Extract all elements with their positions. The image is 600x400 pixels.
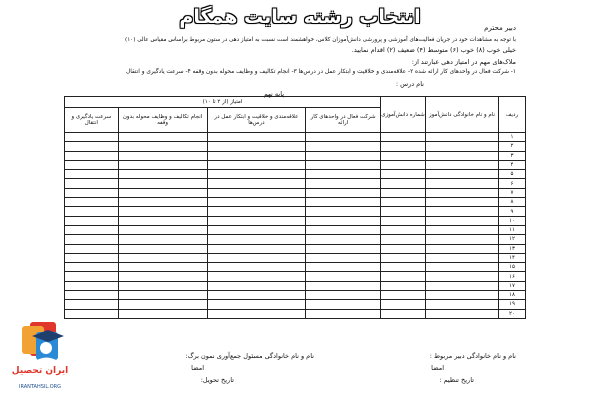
table-cell [65,281,119,290]
table-cell [118,216,207,225]
table-cell [207,207,306,216]
table-row [65,244,526,253]
header-score-group: امتیاز (از ۲ تا ۱۰) [65,97,381,108]
officer-sign-label: امضا [191,364,204,372]
table-cell [207,300,306,309]
table-cell [65,151,119,160]
table-cell [426,142,499,151]
table-cell [381,170,426,179]
table-cell [306,225,381,234]
table-cell [118,225,207,234]
row-number: ۱۷ [499,281,526,290]
table-cell [65,272,119,281]
teacher-date-label: تاریخ تنظیم : [439,376,474,384]
row-number: ۸ [499,198,526,207]
header-student-number: شماره دانش‌آموزی [381,97,426,133]
table-cell [426,170,499,179]
table-cell [426,216,499,225]
greeting: دبیر محترم [484,24,516,32]
table-cell [207,281,306,290]
teacher-sign-label: امضا [431,364,444,372]
table-cell [381,263,426,272]
logo-url: IRANTAHSIL.ORG [18,384,62,390]
intro-line-1: با توجه به مشاهدات خود در جریان فعالیت‌های آموزشی و پرورشی دانش‌آموزان کلاس، خواهشمند است نسبت به امتیاز دهی در ستون مربوط براساس مقیاس عالی (۱۰) [125,37,516,43]
table-row [65,309,526,318]
table-cell [306,235,381,244]
evaluation-form [52,10,534,390]
table-cell [207,253,306,262]
table-cell [65,188,119,197]
table-cell [118,188,207,197]
table-cell [306,263,381,272]
table-row [65,225,526,234]
table-cell [306,309,381,318]
table-row [65,253,526,262]
table-cell [306,281,381,290]
logo-text: ایران تحصیل [11,366,69,376]
table-row [65,142,526,151]
table-row [65,198,526,207]
table-cell [306,170,381,179]
table-cell [381,207,426,216]
table-cell [426,160,499,169]
row-number: ۳ [499,151,526,160]
row-number: ۱۵ [499,263,526,272]
table-row [65,263,526,272]
table-cell [65,142,119,151]
table-cell [306,244,381,253]
table-cell [426,253,499,262]
table-cell [118,170,207,179]
table-cell [207,170,306,179]
row-number: ۱۳ [499,244,526,253]
table-cell [426,263,499,272]
table-cell [381,216,426,225]
table-cell [381,309,426,318]
table-cell [381,253,426,262]
table-cell [118,179,207,188]
table-row [65,291,526,300]
row-number: ۱۱ [499,225,526,234]
header-criterion-4: سرعت یادگیری و انتقال [65,108,119,133]
table-cell [65,216,119,225]
table-cell [426,244,499,253]
row-number: ۹ [499,207,526,216]
table-cell [381,300,426,309]
criteria-list: ۱- شرکت فعال در واحدهای کار ارائه شده ۲- علاقه‌مندی و خلاقیت و ابتکار عمل در درس‌ها ۳- انجام تکالیف و وظایف محوله بدون وقفه ۴- سرعت یادگیری و انتقال [126,69,516,75]
table-cell [118,281,207,290]
table-cell [381,225,426,234]
table-cell [65,235,119,244]
table-cell [207,160,306,169]
table-cell [426,198,499,207]
table-cell [118,133,207,142]
table-cell [118,207,207,216]
table-row [65,133,526,142]
table-cell [207,263,306,272]
site-logo [8,318,72,396]
table-row [65,207,526,216]
table-cell [306,133,381,142]
table-cell [426,179,499,188]
officer-name-label: نام و نام خانوادگی مسئول جمع‌آوری نمون برگ: [185,352,314,360]
table-cell [65,253,119,262]
table-cell [207,244,306,253]
table-cell [118,291,207,300]
table-row [65,188,526,197]
table-cell [207,225,306,234]
table-cell [65,300,119,309]
table-cell [118,198,207,207]
table-row [65,235,526,244]
table-cell [207,216,306,225]
header-student-name: نام و نام خانوادگی دانش‌آموز [426,97,499,133]
table-cell [381,244,426,253]
header-criterion-3: انجام تکالیف و وظایف محوله بدون وقفه [118,108,207,133]
row-number: ۱ [499,133,526,142]
table-cell [381,281,426,290]
teacher-name-label: نام و نام خانوادگی دبیر مربوط : [429,352,516,360]
row-number: ۶ [499,179,526,188]
table-cell [381,198,426,207]
scores-table [64,96,526,319]
row-number: ۲۰ [499,309,526,318]
table-cell [65,160,119,169]
table-cell [426,309,499,318]
table-row [65,179,526,188]
table-cell [118,263,207,272]
table-row [65,151,526,160]
table-cell [65,225,119,234]
row-number: ۴ [499,160,526,169]
table-cell [306,179,381,188]
table-cell [306,160,381,169]
row-number: ۲ [499,142,526,151]
table-cell [118,272,207,281]
intro-line-2: خیلی خوب (۸) خوب (۶) متوسط (۴) ضعیف (۲) اقدام نمایید. [351,46,516,54]
table-cell [426,272,499,281]
table-row [65,216,526,225]
row-number: ۱۹ [499,300,526,309]
table-cell [426,133,499,142]
table-cell [207,151,306,160]
table-cell [306,272,381,281]
table-cell [118,160,207,169]
table-cell [207,309,306,318]
table-cell [426,225,499,234]
table-cell [65,291,119,300]
table-cell [118,142,207,151]
table-cell [306,142,381,151]
table-cell [118,309,207,318]
table-cell [118,300,207,309]
table-cell [381,133,426,142]
row-number: ۷ [499,188,526,197]
banner-title: انتخاب رشته سایت همگام [179,6,421,28]
table-cell [65,207,119,216]
table-cell [207,235,306,244]
base-label: پایه نهم [263,90,284,98]
table-cell [65,170,119,179]
table-cell [207,133,306,142]
table-cell [207,142,306,151]
table-row [65,170,526,179]
table-cell [381,160,426,169]
table-row [65,160,526,169]
header-criterion-2: علاقه‌مندی و خلاقیت و ابتکار عمل در درس‌ها [207,108,306,133]
table-cell [306,300,381,309]
table-cell [207,179,306,188]
table-cell [207,291,306,300]
row-number: ۱۸ [499,291,526,300]
row-number: ۵ [499,170,526,179]
course-label: نام درس : [395,80,424,88]
table-cell [118,235,207,244]
table-cell [65,133,119,142]
row-number: ۱۴ [499,253,526,262]
table-cell [426,291,499,300]
table-cell [118,244,207,253]
table-cell [65,198,119,207]
table-cell [381,151,426,160]
table-cell [426,188,499,197]
table-cell [306,253,381,262]
table-cell [381,142,426,151]
header-row-number: ردیف [499,97,526,133]
table-cell [426,235,499,244]
table-cell [426,281,499,290]
table-cell [207,272,306,281]
officer-date-label: تاریخ تحویل: [200,376,234,384]
table-cell [381,291,426,300]
table-cell [381,272,426,281]
table-cell [426,151,499,160]
table-cell [381,235,426,244]
table-row [65,281,526,290]
table-cell [207,198,306,207]
table-cell [65,263,119,272]
table-body [65,133,526,319]
table-cell [381,179,426,188]
table-cell [306,188,381,197]
row-number: ۱۰ [499,216,526,225]
table-cell [426,207,499,216]
table-cell [306,198,381,207]
table-cell [306,291,381,300]
table-cell [65,179,119,188]
table-row [65,272,526,281]
table-cell [65,309,119,318]
table-cell [65,244,119,253]
table-cell [118,151,207,160]
criteria-header: ملاک‌های مهم در امتیاز دهی عبارتند از: [411,58,516,66]
table-cell [381,188,426,197]
graduation-cap-icon [8,318,72,368]
table-cell [426,300,499,309]
table-cell [306,151,381,160]
table-row [65,300,526,309]
header-criterion-1: شرکت فعال در واحدهای کار ارائه [306,108,381,133]
table-cell [306,207,381,216]
row-number: ۱۶ [499,272,526,281]
table-cell [306,216,381,225]
table-cell [118,253,207,262]
row-number: ۱۲ [499,235,526,244]
table-cell [207,188,306,197]
